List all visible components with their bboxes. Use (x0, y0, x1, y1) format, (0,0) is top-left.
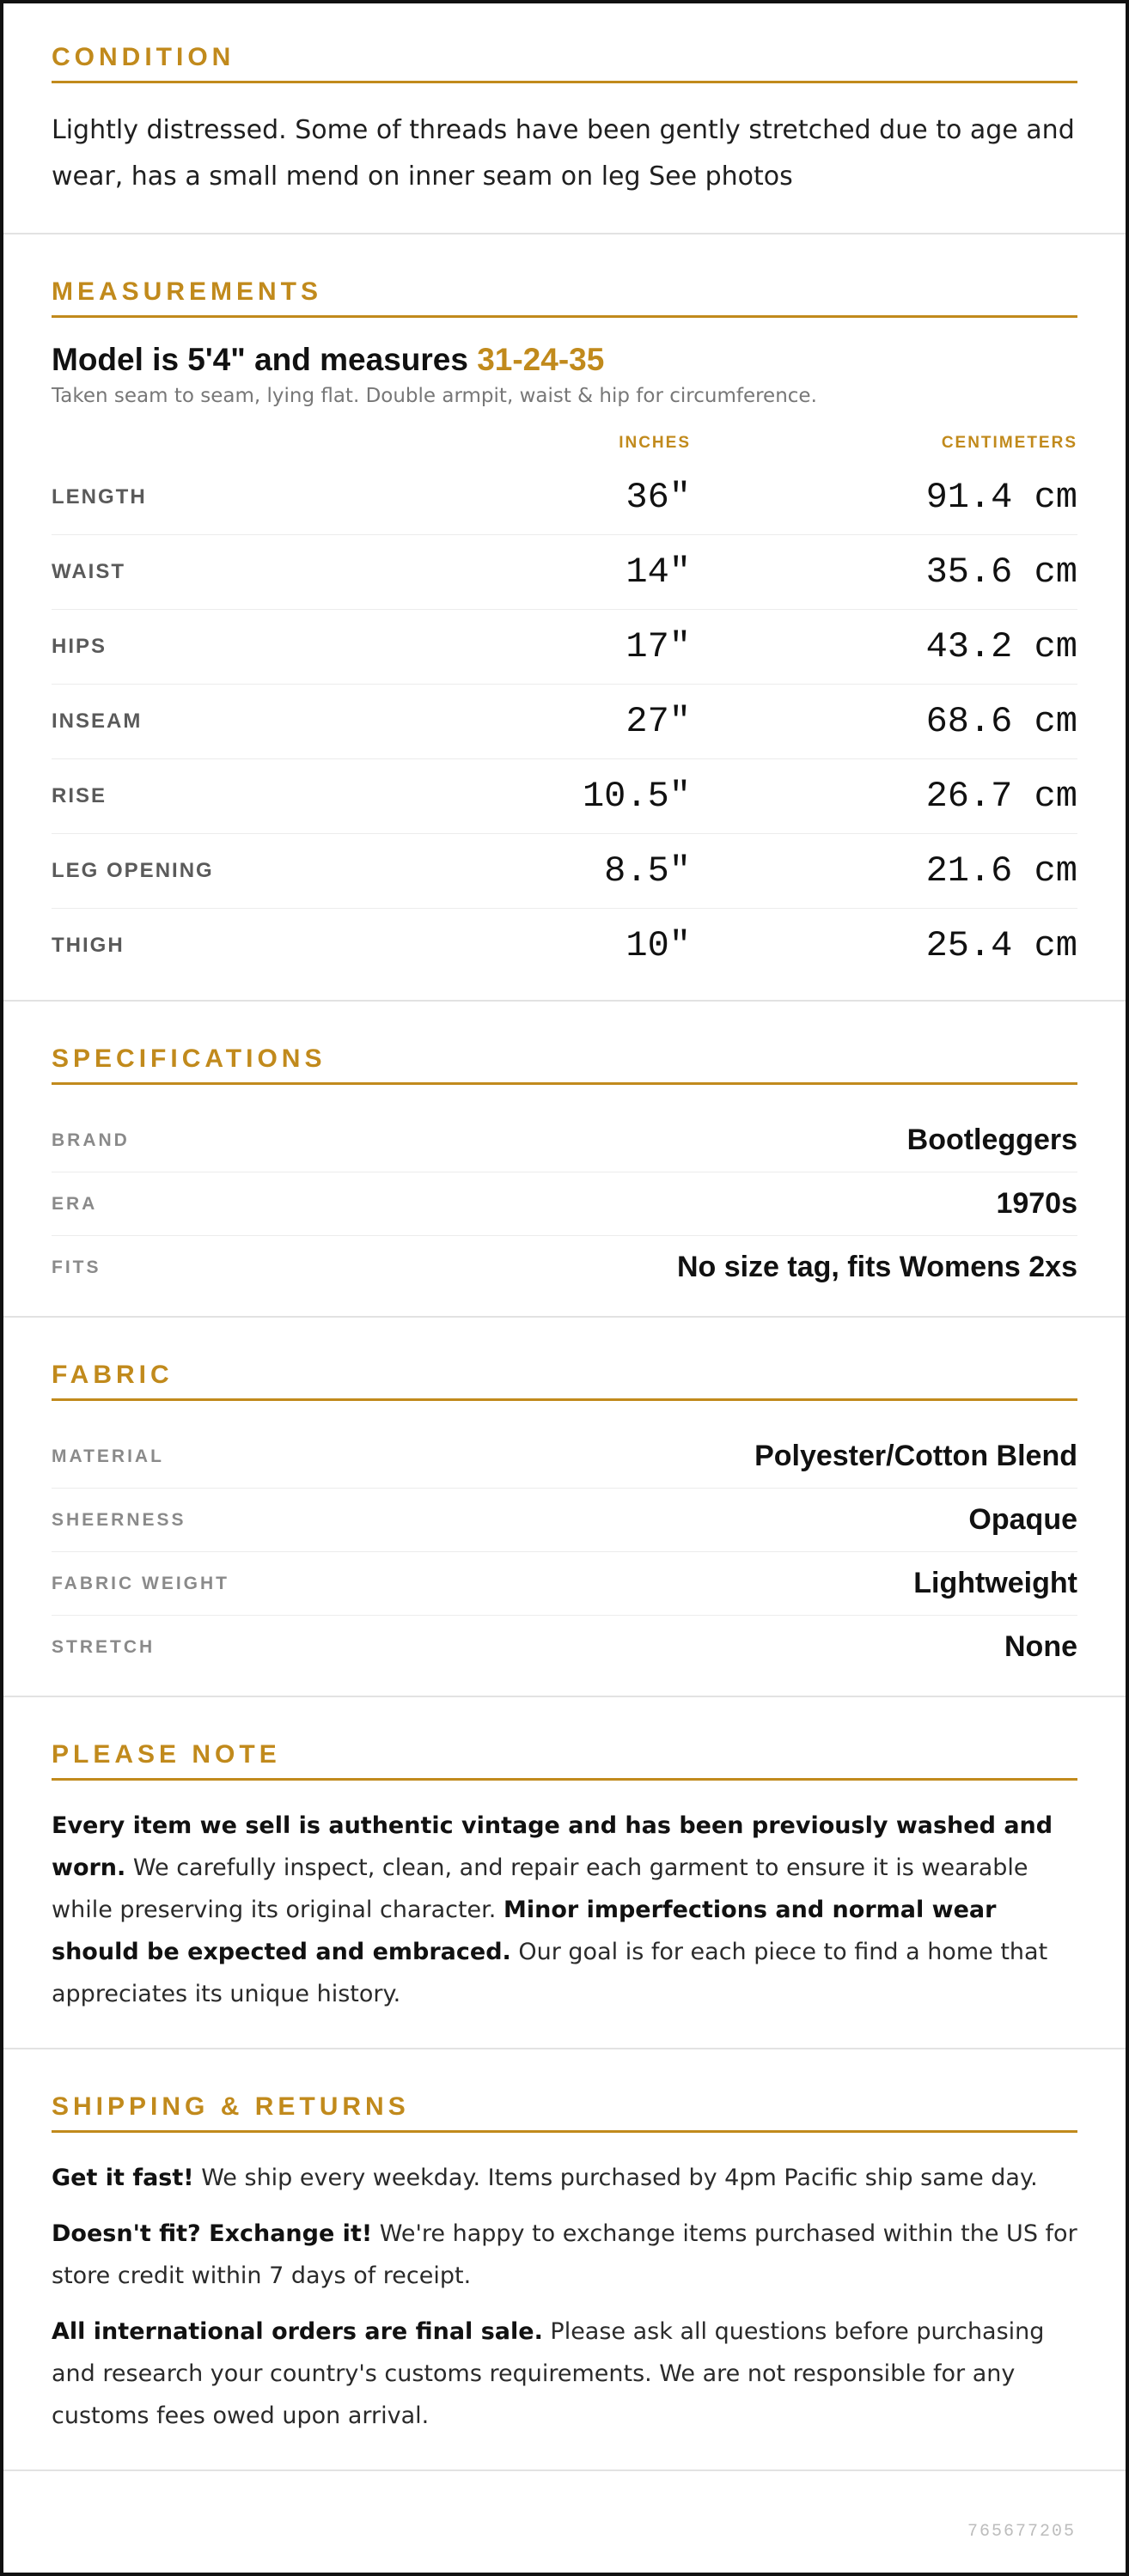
spec-label: ERA (52, 1193, 98, 1214)
measurements-section (3, 234, 1126, 1002)
spec-value: 1970s (996, 1187, 1077, 1220)
fabric-label: FABRIC WEIGHT (52, 1573, 229, 1593)
measurement-inches: 8.5" (604, 850, 691, 892)
measurement-label: LENGTH (52, 485, 147, 509)
measurement-cm: 68.6 cm (925, 701, 1077, 742)
fabric-section (3, 1318, 1126, 1697)
note-text-2: Our goal is for each piece to find a home that appreciates its unique history. (52, 1939, 1048, 2007)
measurement-inches: 17" (626, 626, 691, 667)
measurement-label: LEG OPENING (52, 859, 214, 882)
model-measures-line (52, 342, 1077, 378)
measurement-inches: 27" (626, 701, 691, 742)
measurement-cm: 43.2 cm (925, 626, 1077, 667)
shipping-text-1: We ship every weekday. Items purchased by 4pm Pacific ship same day. (193, 2165, 1038, 2191)
measurement-cm: 91.4 cm (925, 477, 1077, 518)
list-item (52, 1489, 1077, 1552)
condition-text: Lightly distressed. Some of threads have been gently stretched due to age and wear, has a small mend on inner seam on leg See photos (52, 115, 1075, 192)
shipping-returns-section (3, 2049, 1126, 2471)
note-bold-2: Minor imperfections and normal wear should be expected and embraced. (52, 1897, 997, 1965)
list-item (52, 1109, 1077, 1172)
list-item (52, 1616, 1077, 1678)
measurements-table (52, 426, 1077, 983)
table-row (52, 535, 1077, 610)
fabric-label: STRETCH (52, 1636, 156, 1657)
shipping-bold-3: All international orders are final sale. (52, 2318, 543, 2345)
model-prefix: Model is 5'4" and measures (52, 342, 478, 377)
inches-column-header: INCHES (619, 434, 691, 452)
table-row (52, 610, 1077, 685)
model-measures-value: 31-24-35 (477, 342, 605, 377)
shipping-bold-1: Get it fast! (52, 2165, 194, 2191)
list-item (52, 1552, 1077, 1616)
spec-label: FITS (52, 1257, 101, 1277)
measurement-inches: 10" (626, 925, 691, 966)
measurement-inches: 10.5" (582, 776, 691, 817)
measurement-label: THIGH (52, 934, 125, 957)
fabric-label: MATERIAL (52, 1446, 164, 1466)
table-row (52, 909, 1077, 983)
fabric-value: Lightweight (913, 1567, 1077, 1599)
table-row (52, 759, 1077, 834)
measurement-inches: 14" (626, 551, 691, 593)
list-item (52, 1172, 1077, 1236)
shipping-text-2: We're happy to exchange items purchased within the US for store credit within 7 days of receipt. (52, 2220, 1077, 2289)
note-text-1: We carefully inspect, clean, and repair each garment to ensure it is wearable while preserving its original character. (52, 1854, 1028, 1923)
list-item (52, 1236, 1077, 1299)
fabric-label: SHEERNESS (52, 1509, 186, 1530)
shipping-text-3: Please ask all questions before purchasing and research your country's customs requirements. We are not responsible for any customs fees owed upon arrival. (52, 2318, 1045, 2429)
measurement-cm: 26.7 cm (925, 776, 1077, 817)
centimeters-column-header: CENTIMETERS (941, 434, 1077, 452)
table-row (52, 685, 1077, 759)
please-note-heading: PLEASE NOTE (52, 1740, 1077, 1781)
specifications-section (3, 1002, 1126, 1318)
fabric-heading: FABRIC (52, 1361, 1077, 1401)
shipping-bold-2: Doesn't fit? Exchange it! (52, 2220, 373, 2247)
measurement-inches: 36" (626, 477, 691, 518)
condition-section (3, 3, 1126, 234)
spec-label: BRAND (52, 1130, 130, 1150)
measurement-cm: 25.4 cm (925, 925, 1077, 966)
table-row (52, 834, 1077, 909)
measurements-heading: MEASUREMENTS (52, 277, 1077, 318)
fabric-value: None (1004, 1630, 1077, 1663)
measurements-header-row (52, 426, 1077, 460)
shipping-paragraph-2 (52, 2213, 1077, 2297)
table-row (52, 460, 1077, 535)
shipping-paragraph-3 (52, 2311, 1077, 2437)
fabric-value: Opaque (968, 1503, 1077, 1536)
measurement-label: HIPS (52, 635, 107, 658)
measurement-label: INSEAM (52, 709, 143, 733)
measurement-note: Taken seam to seam, lying flat. Double armpit, waist & hip for circumference. (52, 385, 817, 407)
please-note-section (3, 1697, 1126, 2049)
spec-value: No size tag, fits Womens 2xs (676, 1251, 1077, 1283)
specifications-heading: SPECIFICATIONS (52, 1044, 1077, 1085)
measurement-cm: 21.6 cm (925, 850, 1077, 892)
note-bold-1: Every item we sell is authentic vintage and has been previously washed and worn. (52, 1812, 1053, 1881)
shipping-returns-heading: SHIPPING & RETURNS (52, 2092, 1077, 2133)
measurement-cm: 35.6 cm (925, 551, 1077, 593)
condition-heading: CONDITION (52, 43, 1077, 83)
specifications-list (52, 1109, 1077, 1299)
fabric-value: Polyester/Cotton Blend (754, 1440, 1077, 1472)
please-note-text (52, 1805, 1077, 2015)
measurement-label: WAIST (52, 560, 125, 583)
spec-value: Bootleggers (906, 1124, 1077, 1156)
list-item (52, 1425, 1077, 1489)
measurement-label: RISE (52, 784, 107, 807)
fabric-list (52, 1425, 1077, 1678)
shipping-paragraph-1 (52, 2157, 1077, 2199)
product-id: 765677205 (967, 2522, 1076, 2542)
